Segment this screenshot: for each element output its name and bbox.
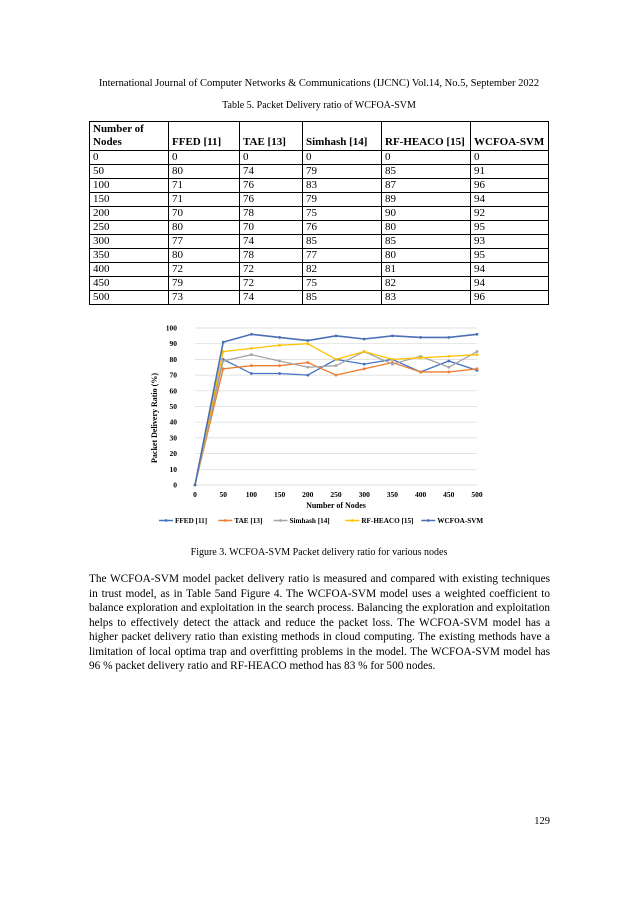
legend-marker [165,519,168,522]
x-tick-label: 400 [414,490,427,499]
table-cell: 85 [382,165,471,179]
data-point [250,347,253,350]
table-cell: 100 [90,179,169,193]
table-cell: 400 [90,263,169,277]
table-cell: 70 [240,221,303,235]
legend-entry: RF-HEACO [15] [361,517,414,525]
series-line [195,363,477,485]
x-tick-label: 150 [273,490,286,499]
legend-marker [224,519,227,522]
table-cell: 500 [90,291,169,305]
data-point [419,356,422,359]
x-tick-label: 100 [245,490,258,499]
col-header-rfheaco: RF-HEACO [15] [382,122,471,151]
table-cell: 93 [471,235,549,249]
data-point [476,367,479,370]
data-point [335,334,338,337]
data-point [391,358,394,361]
col-header-ffed: FFED [11] [169,122,240,151]
table-row [90,179,549,193]
table-cell: 83 [303,179,382,193]
table-cell: 250 [90,221,169,235]
table-cell: 85 [382,235,471,249]
table-cell: 80 [169,165,240,179]
table-cell: 50 [90,165,169,179]
data-point [335,374,338,377]
table-cell: 87 [382,179,471,193]
table-row [90,193,549,207]
y-tick-label: 60 [169,386,177,396]
table-row [90,277,549,291]
table-cell: 95 [471,249,549,263]
table-header-row [90,122,549,151]
table-cell: 0 [90,151,169,165]
table-row [90,249,549,263]
data-point [250,364,253,367]
table-cell: 90 [382,207,471,221]
data-point [363,350,366,353]
table-cell: 74 [240,291,303,305]
x-tick-label: 250 [330,490,342,499]
table-cell: 79 [303,165,382,179]
data-point [250,372,253,375]
chart-container [137,315,499,535]
table-cell: 0 [240,151,303,165]
table-cell: 200 [90,207,169,221]
data-point [447,366,450,369]
table-cell: 79 [169,277,240,291]
x-tick-label: 350 [386,490,399,499]
table-cell: 300 [90,235,169,249]
table-cell: 92 [471,207,549,221]
table-row [90,291,549,305]
y-tick-label: 30 [169,433,177,443]
data-point [447,371,450,374]
legend-marker [427,519,430,522]
data-point [278,336,281,339]
table-cell: 71 [169,179,240,193]
table-caption: Table 5. Packet Delivery ratio of WCFOA-SVM [222,100,416,111]
table-cell: 0 [303,151,382,165]
data-point [222,360,225,363]
table-cell: 78 [240,249,303,263]
data-point [306,342,309,345]
legend-entry: WCFOA-SVM [437,517,484,525]
x-tick-label: 200 [302,490,314,499]
table-cell: 75 [303,277,382,291]
legend-entry: FFED [11] [175,517,208,525]
x-tick-label: 500 [471,490,483,499]
table-cell: 91 [471,165,549,179]
data-point [222,341,225,344]
table-cell: 76 [240,193,303,207]
data-point [419,336,422,339]
table-cell: 85 [303,235,382,249]
table-cell: 79 [303,193,382,207]
legend-marker [279,519,282,522]
table-cell: 450 [90,277,169,291]
table-cell: 74 [240,235,303,249]
table-cell: 89 [382,193,471,207]
y-tick-label: 10 [169,464,177,474]
table-cell: 76 [303,221,382,235]
x-tick-label: 300 [358,490,370,499]
table-row [90,263,549,277]
x-tick-label: 450 [443,490,455,499]
table-cell: 77 [169,235,240,249]
legend-entry: TAE [13] [234,517,263,525]
y-tick-label: 0 [173,480,177,490]
col-header-tae: TAE [13] [240,122,303,151]
x-axis-label: Number of Nodes [306,501,366,510]
table-cell: 0 [471,151,549,165]
table-cell: 77 [303,249,382,263]
table-cell: 72 [240,277,303,291]
x-axis [193,490,483,499]
x-tick-label: 50 [219,490,227,499]
y-tick-label: 70 [169,370,177,380]
data-point [306,374,309,377]
data-point [363,367,366,370]
table-cell: 71 [169,193,240,207]
results-table [89,121,549,305]
chart-grid [195,328,477,485]
table-cell: 72 [169,263,240,277]
table-row [90,165,549,179]
chart-legend [159,517,483,525]
table-cell: 85 [303,291,382,305]
y-tick-label: 100 [165,323,177,333]
table-cell: 73 [169,291,240,305]
table-cell: 80 [169,249,240,263]
data-point [278,344,281,347]
y-axis-label: Packet Delivery Ratio (%) [150,373,159,463]
data-point [194,484,197,487]
table-cell: 74 [240,165,303,179]
table-cell: 83 [382,291,471,305]
data-point [447,336,450,339]
table-row [90,151,549,165]
table-body [90,151,549,305]
data-point [363,363,366,366]
data-point [447,360,450,363]
data-point [391,363,394,366]
data-point [419,371,422,374]
page-number: 129 [534,816,550,827]
chart-series [194,333,479,487]
y-tick-label: 40 [169,417,177,427]
data-point [335,364,338,367]
legend-entry: Simhash [14] [289,517,330,525]
table-cell: 75 [303,207,382,221]
data-point [250,353,253,356]
table-cell: 150 [90,193,169,207]
data-point [278,372,281,375]
y-tick-label: 80 [169,354,177,364]
table-row [90,235,549,249]
data-point [476,353,479,356]
y-tick-label: 20 [169,449,177,459]
data-point [278,364,281,367]
data-point [447,355,450,358]
data-point [476,350,479,353]
table-cell: 0 [382,151,471,165]
data-point [306,361,309,364]
table-cell: 81 [382,263,471,277]
y-tick-label: 90 [169,339,177,349]
table-cell: 80 [382,221,471,235]
col-header-wcfoa: WCFOA-SVM [471,122,549,151]
table-cell: 350 [90,249,169,263]
line-chart [137,315,499,535]
table-row [90,207,549,221]
col-header-nodes: Number of Nodes [90,122,169,151]
body-paragraph: The WCFOA-SVM model packet delivery ratio is measured and compared with existing techniques in trust model, as in Table 5and Figure 4. The WCFOA-SVM model uses a weighted coefficient to balance exploration and exploitation in the search process. Balancing the exploration and exploitation helps to effectively detect the attack and reduce the packet loss. The WCFOA-SVM model has a higher packet delivery ratio than existing methods in cloud computing. The existing methods have a limitation of local optima trap and overfitting problems in the model. The WCFOA-SVM model has 96 % packet delivery ratio and RF-HEACO method has 83 % for 500 nodes. [89,573,550,672]
table-cell: 80 [169,221,240,235]
table-cell: 72 [240,263,303,277]
figure-caption: Figure 3. WCFOA-SVM Packet delivery ratio for various nodes [190,547,448,558]
table-cell: 70 [169,207,240,221]
table-cell: 96 [471,291,549,305]
table-cell: 96 [471,179,549,193]
y-tick-label: 50 [169,402,177,411]
table-cell: 94 [471,193,549,207]
data-point [391,334,394,337]
table-cell: 82 [382,277,471,291]
table-cell: 94 [471,277,549,291]
table-row [90,221,549,235]
table-cell: 95 [471,221,549,235]
table-cell: 94 [471,263,549,277]
data-point [306,339,309,342]
data-point [278,360,281,363]
table-cell: 78 [240,207,303,221]
data-point [363,338,366,341]
legend-marker [351,519,354,522]
col-header-simhash: Simhash [14] [303,122,382,151]
table-cell: 0 [169,151,240,165]
running-head: International Journal of Computer Networks & Communications (IJCNC) Vol.14, No.5, September 2022 [98,78,540,89]
data-point [335,358,338,361]
data-point [250,333,253,336]
data-point [306,366,309,369]
table-cell: 82 [303,263,382,277]
y-axis [166,324,178,490]
x-tick-label: 0 [193,490,197,499]
table-cell: 76 [240,179,303,193]
table-cell: 80 [382,249,471,263]
data-point [476,333,479,336]
